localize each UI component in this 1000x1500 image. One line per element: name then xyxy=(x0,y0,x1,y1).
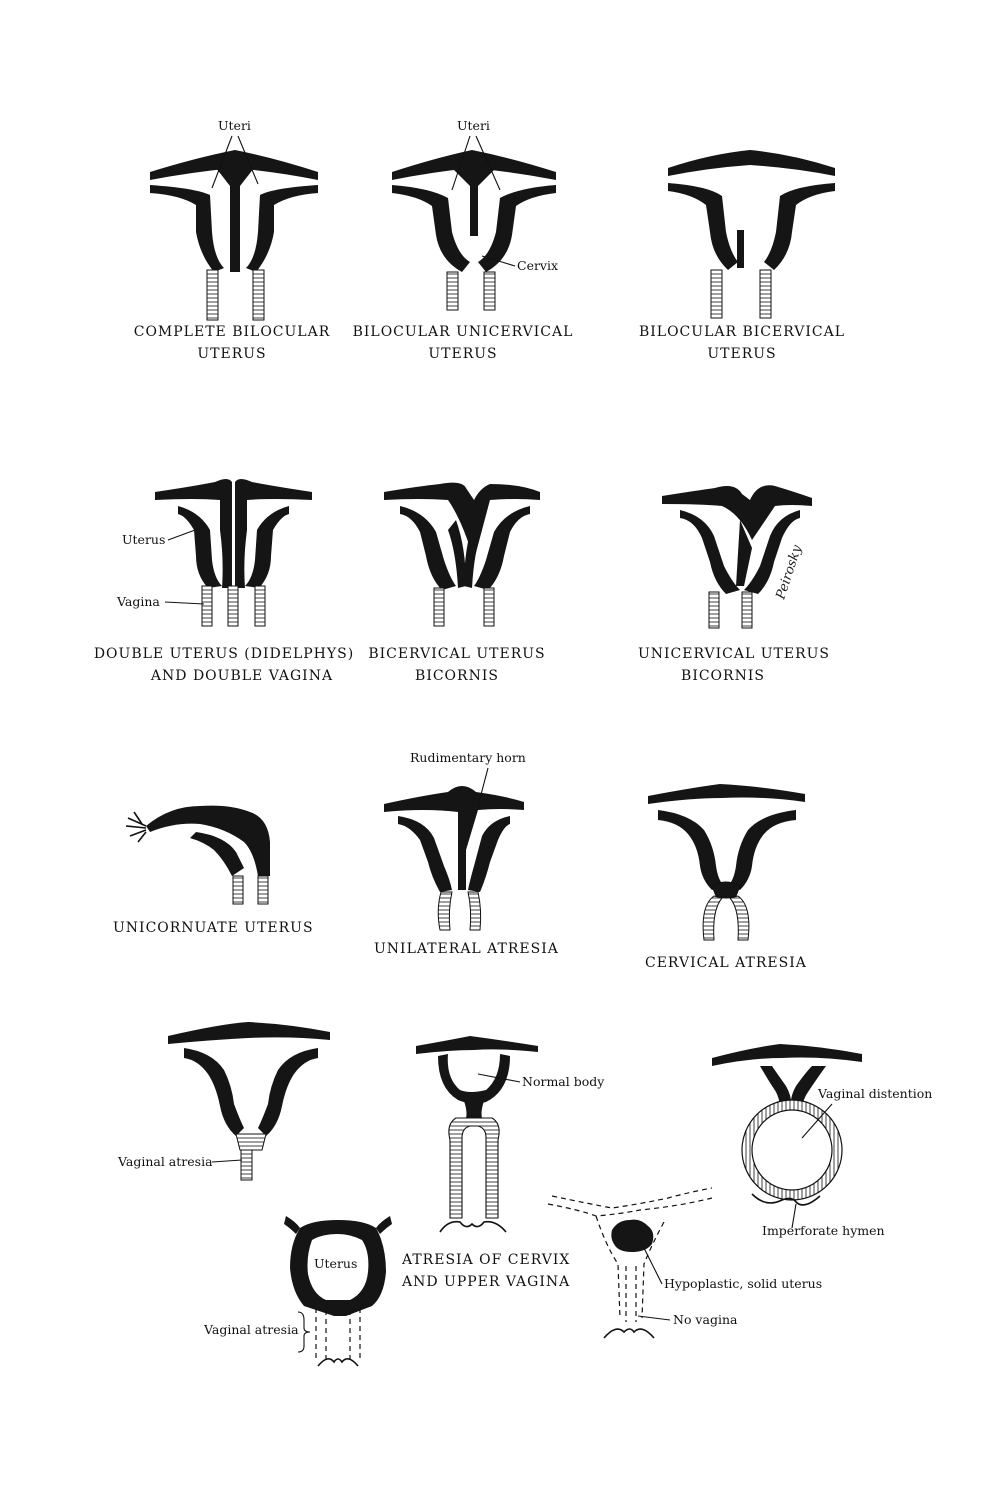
hypoplastic-uterus-label: Hypoplastic, solid uterus xyxy=(664,1276,823,1291)
vaginal-atresia-label-1: Vaginal atresia xyxy=(118,1154,213,1169)
vaginal-atresia-label-2: Vaginal atresia xyxy=(204,1322,299,1337)
caption-complete-bilocular-1: COMPLETE BILOCULAR xyxy=(133,324,331,340)
caption-bilocular-unicervical-2: UTERUS xyxy=(428,346,498,362)
figure-imperforate-hymen xyxy=(712,1044,932,1238)
caption-bicervical-bicornis-1: BICERVICAL UTERUS xyxy=(368,646,546,662)
uteri-label-2: Uteri xyxy=(457,118,490,133)
cervix-label: Cervix xyxy=(517,258,559,273)
caption-unicervical-bicornis-2: BICORNIS xyxy=(681,668,765,684)
caption-unilateral-atresia: UNILATERAL ATRESIA xyxy=(374,941,559,957)
caption-unicornuate: UNICORNUATE UTERUS xyxy=(113,920,314,936)
figure-unicornuate-uterus xyxy=(126,806,270,904)
normal-body-label: Normal body xyxy=(522,1074,605,1089)
uterus-label-small: Uterus xyxy=(314,1256,358,1271)
caption-cervical-atresia: CERVICAL ATRESIA xyxy=(645,955,807,971)
caption-bilocular-unicervical-1: BILOCULAR UNICERVICAL xyxy=(352,324,574,340)
figure-atresia-cervix-upper-vagina xyxy=(416,1036,605,1232)
caption-double-uterus-2: AND DOUBLE VAGINA xyxy=(150,668,334,684)
figure-cervical-atresia xyxy=(648,784,805,940)
uteri-label-1: Uteri xyxy=(218,118,251,133)
figure-complete-bilocular-uterus xyxy=(150,118,318,320)
caption-bilocular-bicervical-1: BILOCULAR BICERVICAL xyxy=(638,324,846,340)
figure-unilateral-atresia xyxy=(384,750,526,930)
figure-unicervical-uterus-bicornis xyxy=(662,485,812,628)
artist-signature: Peirosky xyxy=(773,543,806,602)
caption-bicervical-bicornis-2: BICORNIS xyxy=(415,668,499,684)
figure-double-uterus-didelphys xyxy=(116,479,312,626)
caption-complete-bilocular-2: UTERUS xyxy=(197,346,267,362)
caption-double-uterus-1: DOUBLE UTERUS (DIDELPHYS) xyxy=(93,646,355,662)
vagina-label: Vagina xyxy=(117,594,160,609)
caption-bilocular-bicervical-2: UTERUS xyxy=(707,346,777,362)
rudimentary-horn-label: Rudimentary horn xyxy=(410,750,526,765)
caption-unicervical-bicornis-1: UNICERVICAL UTERUS xyxy=(637,646,831,662)
imperforate-hymen-label: Imperforate hymen xyxy=(762,1223,885,1238)
uterus-label-didelphys: Uterus xyxy=(122,532,166,547)
vaginal-distention-label: Vaginal distention xyxy=(818,1086,933,1101)
caption-atresia-cervix-2: AND UPPER VAGINA xyxy=(402,1274,571,1290)
no-vagina-label: No vagina xyxy=(673,1312,738,1327)
figure-vaginal-atresia-uterus xyxy=(203,1216,392,1366)
figure-vaginal-atresia xyxy=(117,1022,330,1180)
figure-bicervical-uterus-bicornis xyxy=(384,483,540,626)
figure-hypoplastic-solid-uterus xyxy=(548,1188,822,1338)
caption-atresia-cervix-1: ATRESIA OF CERVIX xyxy=(402,1252,571,1268)
figure-bilocular-unicervical-uterus xyxy=(392,118,558,310)
figure-bilocular-bicervical-uterus xyxy=(668,150,835,318)
